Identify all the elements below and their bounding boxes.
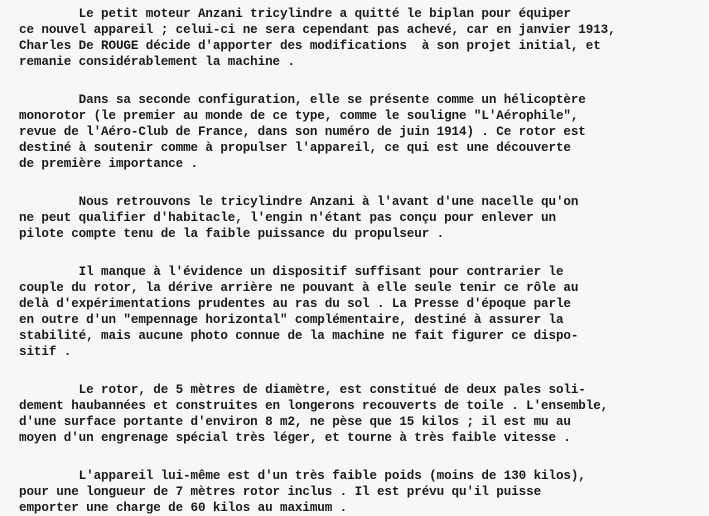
paragraph-aircraft-weight [19, 468, 697, 516]
text-line: Il manque à l'évidence un dispositif suffisant pour contrarier le [19, 265, 564, 279]
text-line: Le rotor, de 5 mètres de diamètre, est constitué de deux pales soli- [19, 383, 586, 397]
text-line: Nous retrouvons le tricylindre Anzani à l'avant d'une nacelle qu'on [19, 195, 579, 209]
text-line: Dans sa seconde configuration, elle se présente comme un hélicoptère [19, 93, 586, 107]
text-line: sitif . [19, 345, 72, 359]
paragraph-rotor-torque [19, 264, 697, 360]
text-line: dement haubannées et construites en longerons recouverts de toile . L'ensemble, [19, 399, 609, 413]
text-line: en outre d'un "empennage horizontal" complémentaire, destiné à assurer la [19, 313, 564, 327]
paragraph-rotor-description [19, 382, 697, 446]
text-line: Le petit moteur Anzani tricylindre a quitté le biplan pour équiper [19, 7, 571, 21]
paragraph-nacelle [19, 194, 697, 242]
text-line: L'appareil lui-même est d'un très faible poids (moins de 130 kilos), [19, 469, 586, 483]
text-line: pour une longueur de 7 mètres rotor inclus . Il est prévu qu'il puisse [19, 485, 542, 499]
text-line: couple du rotor, la dérive arrière ne pouvant à elle seule tenir ce rôle au [19, 281, 579, 295]
text-line: de première importance . [19, 157, 198, 171]
text-line: emporter une charge de 60 kilos au maximum . [19, 501, 348, 515]
text-line: d'une surface portante d'environ 8 m2, ne pèse que 15 kilos ; il est mu au [19, 415, 571, 429]
text-line: revue de l'Aéro-Club de France, dans son numéro de juin 1914) . Ce rotor est [19, 125, 586, 139]
paragraph-anzani-engine [19, 6, 697, 70]
text-line: moyen d'un engrenage spécial très léger, et tourne à très faible vitesse . [19, 431, 571, 445]
text-line: ce nouvel appareil ; celui-ci ne sera cependant pas achevé, car en janvier 1913, [19, 23, 616, 37]
text-line: monorotor (le premier au monde de ce type, comme le souligne "L'Aérophile", [19, 109, 579, 123]
text-line: destiné à soutenir comme à propulser l'appareil, ce qui est une découverte [19, 141, 571, 155]
paragraph-second-configuration [19, 92, 697, 172]
text-line: stabilité, mais aucune photo connue de la machine ne fait figurer ce dispo- [19, 329, 579, 343]
text-line: delà d'expérimentations prudentes au ras du sol . La Presse d'époque parle [19, 297, 571, 311]
text-line: Charles De ROUGE décide d'apporter des modifications à son projet initial, et [19, 39, 601, 53]
text-line: ne peut qualifier d'habitacle, l'engin n'étant pas conçu pour enlever un [19, 211, 556, 225]
text-line: remanie considérablement la machine . [19, 55, 295, 69]
text-line: pilote compte tenu de la faible puissance du propulseur . [19, 227, 445, 241]
